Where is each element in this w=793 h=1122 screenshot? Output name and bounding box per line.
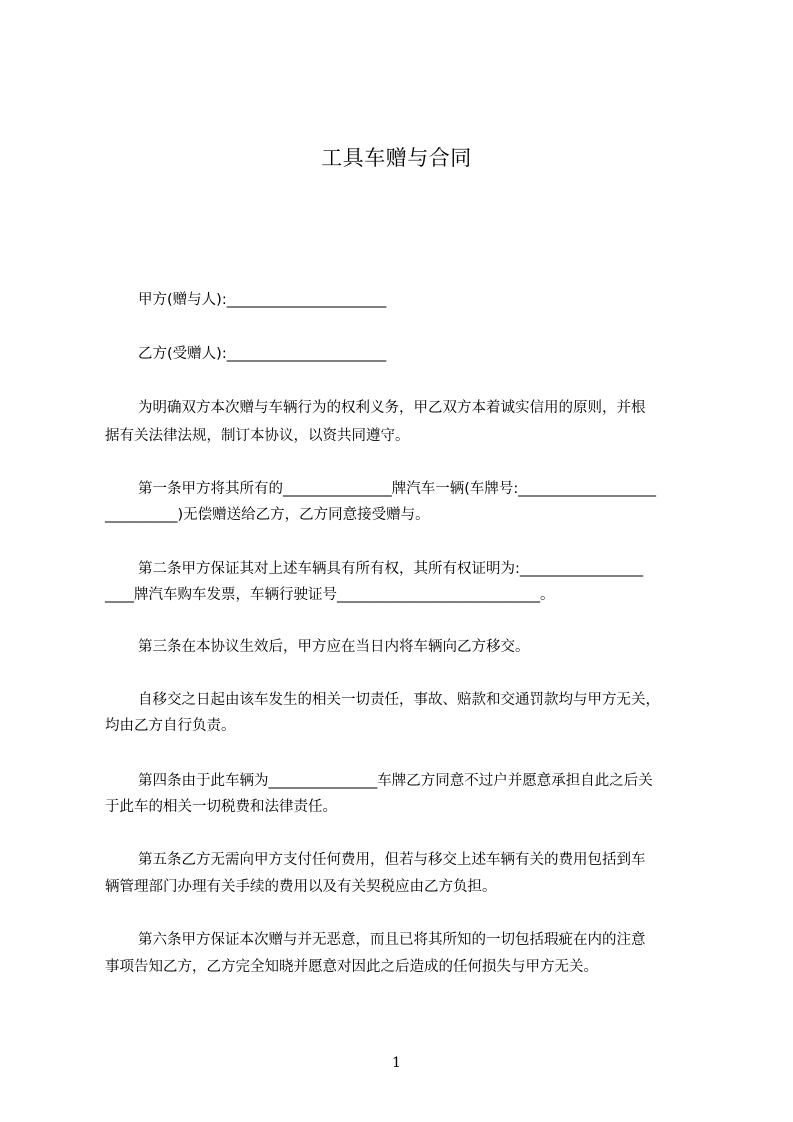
party-a-line: 甲方(赠与人):______________________ bbox=[138, 292, 387, 308]
article-5-line-1: 第五条乙方无需向甲方支付任何费用，但若与移交上述车辆有关的费用包括到车 bbox=[138, 852, 646, 868]
preamble-line-1: 为明确双方本次赠与车辆行为的权利义务，甲乙双方本着诚实信用的原则，并根 bbox=[138, 400, 646, 416]
liability-line-2: 均由乙方自行负责。 bbox=[105, 718, 236, 734]
article-1-line-1: 第一条甲方将其所有的_______________牌汽车一辆(车牌号:___________________ bbox=[138, 481, 657, 497]
article-6-line-2: 事项告知乙方，乙方完全知晓并愿意对因此之后造成的任何损失与甲方无关。 bbox=[105, 959, 598, 975]
liability-line-1: 自移交之日起由该车发生的相关一切责任，事故、赔款和交通罚款均与甲方无关， bbox=[138, 692, 660, 708]
article-5-line-2: 辆管理部门办理有关手续的费用以及有关契税应由乙方负担。 bbox=[105, 879, 497, 895]
article-4-line-2: 于此车的相关一切税费和法律责任。 bbox=[105, 799, 337, 815]
article-2-line-1: 第二条甲方保证其对上述车辆具有所有权，其所有权证明为:_________________ bbox=[138, 561, 644, 577]
preamble-line-2: 据有关法律法规，制订本协议，以资共同遵守。 bbox=[105, 428, 410, 444]
party-b-line: 乙方(受赠人):______________________ bbox=[138, 346, 387, 362]
article-6-line-1: 第六条甲方保证本次赠与并无恶意，而且已将其所知的一切包括瑕疵在内的注意 bbox=[138, 932, 646, 948]
page-number: 1 bbox=[392, 1055, 401, 1071]
article-3-line: 第三条在本协议生效后，甲方应在当日内将车辆向乙方移交。 bbox=[138, 639, 530, 655]
article-2-line-2: ____牌汽车购车发票，车辆行驶证号____________________________。 bbox=[105, 587, 555, 603]
article-1-line-2: __________)无偿赠送给乙方，乙方同意接受赠与。 bbox=[105, 507, 430, 523]
document-title: 工具车赠与合同 bbox=[321, 146, 472, 170]
article-4-line-1: 第四条由于此车辆为_______________车牌乙方同意不过户并愿意承担自此之后关 bbox=[138, 773, 653, 789]
